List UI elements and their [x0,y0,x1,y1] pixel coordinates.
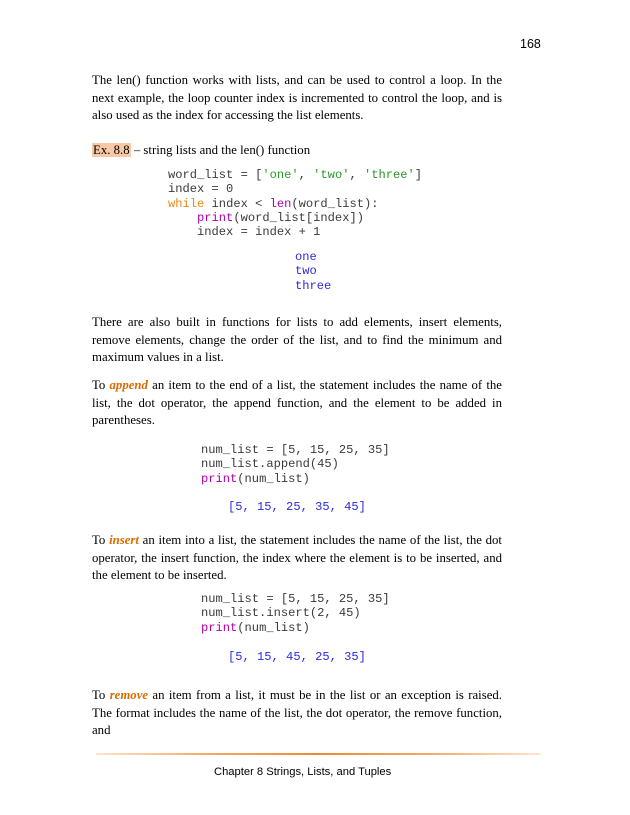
output-line: three [295,278,332,293]
remove-keyword: remove [109,688,149,702]
code-line: print(num_list) [201,471,310,486]
code-line: num_list.append(45) [201,457,339,472]
append-prefix: To [92,378,110,392]
remove-paragraph [92,687,502,740]
remove-text: an item from a list, it must be in the list or an exception is raised. The format includes the name of the list, the dot operator, the remove function, and [92,688,502,738]
intro-paragraph: The len() function works with lists, and can be used to control a loop. In the next example, the loop counter index is incremented to control the loop, and is also used as the index for accessing the list elements. [92,73,502,123]
insert-paragraph [92,532,502,585]
example-label: Ex. 8.8 [93,143,130,157]
append-text: an item to the end of a list, the statement includes the name of the list, the dot operator, the append function, and the element to be added in parentheses. [92,378,502,428]
output-line: one [295,250,317,264]
page-number: 168 [520,37,541,51]
code-output-append: [5, 15, 25, 35, 45] [228,500,366,514]
append-paragraph [92,377,502,430]
code-block-append [201,443,390,486]
insert-text: an item into a list, the statement includes the name of the list, the dot operator, the insert function, the index where the element is to be inserted, and the element to be inserted. [92,533,502,583]
example-heading [92,142,310,159]
footer-rule [96,753,540,755]
code-output-insert: [5, 15, 45, 25, 35] [228,650,366,664]
code-line: index = 0 [168,182,234,197]
code-line: num_list.insert(2, 45) [201,606,361,621]
remove-prefix: To [92,688,110,702]
code-line: num_list = [5, 15, 25, 35] [201,443,390,457]
code-line: while index < len(word_list): [168,196,379,211]
code-block-insert [201,592,390,635]
insert-prefix: To [92,533,110,547]
chapter-footer: Chapter 8 Strings, Lists, and Tuples [214,766,392,778]
code-line: word_list = ['one', 'two', 'three'] [168,168,423,182]
insert-keyword: insert [109,533,139,547]
example-title: – string lists and the len() function [130,143,311,157]
code-line: print(num_list) [201,620,310,635]
code-block-len-loop [168,168,422,239]
builtins-paragraph: There are also built in functions for lists to add elements, insert elements, remove elements, change the order of the list, and to find the minimum and maximum values in a list. [92,315,502,365]
code-line: num_list = [5, 15, 25, 35] [201,592,390,606]
code-line: print(word_list[index]) [197,210,364,225]
code-line: index = index + 1 [168,225,321,240]
append-keyword: append [109,378,148,392]
output-line: two [295,264,317,279]
code-output-len-loop [295,250,331,293]
